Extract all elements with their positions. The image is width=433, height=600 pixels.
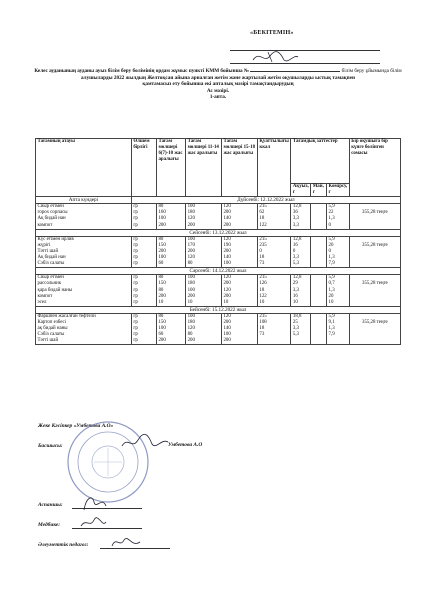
day-menu-row — [36, 275, 401, 306]
cell-g1: 80 150 200 100 60 — [156, 236, 185, 267]
cell-cost: 355,28 теңге — [349, 313, 400, 344]
header-nutrients: Тағамдық заттестер — [291, 139, 349, 184]
cell-c: 5,9 20 0 1,3 7,9 — [327, 236, 350, 267]
cell-kcal: 215 108 18 73 — [257, 313, 290, 344]
day-menu-row — [36, 236, 401, 267]
day-menu-row — [36, 204, 401, 229]
header-line5: 1-апта. — [209, 94, 227, 101]
cell-fat — [311, 204, 327, 229]
cell-kcal: 215 235 0 18 73 — [257, 236, 290, 267]
cell-dishes: Фаршпен жасалған тефтели Картоп езбесі ақ бидай наны Сэбіз салаты Тәтті шай — [36, 313, 132, 344]
cell-units: гр гр гр гр гр — [131, 236, 156, 267]
cell-fat — [311, 313, 327, 344]
cell-dishes: Сиыр етімен горох сорпасы Ақ бидай нан компот — [36, 204, 132, 229]
cell-units: гр гр гр гр — [131, 204, 156, 229]
cell-p: 12,8 16 0 3,3 5,3 — [291, 236, 311, 267]
header-protein: Ақуыз, г — [292, 184, 309, 196]
cell-g3: 120 190 200 140 100 — [221, 236, 257, 267]
cell-g1: 80 160 100 200 — [156, 204, 185, 229]
cell-units: гр гр гр гр гр — [131, 313, 156, 344]
day-menu-row — [36, 313, 401, 344]
header-cost: Бір оқушыға бір күнге бөлінген сомасы — [349, 139, 400, 197]
social-pedagogue-signature — [110, 532, 142, 552]
cook-signature — [80, 492, 110, 514]
cell-cost: 355,28 теңге — [349, 204, 400, 229]
cell-dishes: Күс етімен ирлив жүрігі Тәтті шай Ақ бидай нан Сэбіз салаты — [36, 236, 132, 267]
week-label: Апта күндері — [36, 197, 132, 204]
cell-g2: 100 180 120 80 200 — [186, 313, 222, 344]
header-line1-a: Келес ауданының ауданы ауыз білім беру бөлімінің ордам жұмыс пункті КММ бойынша № — [34, 68, 250, 74]
header-line3: қамтамасыз ету бойынша екі апталық мәзірі тамақтандырудың — [142, 81, 294, 88]
cell-dishes: Сиыр етімен рассольник қара бидай наны компот эсел — [36, 275, 132, 306]
cell-g3: 120 200 140 100 200 — [221, 313, 257, 344]
director-label: Басшысы: — [38, 443, 63, 449]
header-line4: Ас мәзірі. — [206, 87, 230, 94]
cell-p: 12,8 29 3,3 16 10 — [291, 275, 311, 306]
cell-g2: 100 170 200 120 80 — [186, 236, 222, 267]
menu-table — [35, 138, 401, 345]
director-signature — [120, 432, 170, 452]
cell-kcal: 215 62 18 122 — [257, 204, 290, 229]
header-line1-b: білім беру ұйымында білім — [341, 68, 402, 74]
social-pedagogue-label: Әлеуметтік педагог: — [38, 542, 89, 548]
cook-label: Аспаншы: — [38, 502, 63, 508]
cell-cost: 355,28 теңге — [349, 275, 400, 306]
cell-g2: 100 180 120 200 — [186, 204, 222, 229]
nurse-label: Медбике: — [38, 522, 61, 528]
cell-fat — [311, 236, 327, 267]
day-title-row — [36, 229, 401, 236]
day-title: Сәрсенбі: 14.12.2022 жыл — [36, 268, 401, 275]
cell-g3: 120 200 140 200 — [221, 204, 257, 229]
cell-cost: 355,28 теңге — [349, 236, 400, 267]
day-title-row — [36, 306, 401, 313]
cell-g1: 80 150 80 200 10 — [156, 275, 185, 306]
header-group2: Тағам мөлшері 11-14 жас аралығы — [186, 139, 222, 197]
cell-g3: 120 200 120 200 10 — [221, 275, 257, 306]
director-name: Умбетова А.О — [168, 442, 203, 448]
cell-fat — [311, 275, 327, 306]
cell-g1: 80 150 100 60 200 — [156, 313, 185, 344]
cell-p: 12,8 36 3,3 3,3 — [291, 204, 311, 229]
cell-c: 5,9 22 1,3 0 — [327, 204, 350, 229]
document-header — [28, 68, 408, 101]
cell-units: гр гр гр гр гр — [131, 275, 156, 306]
cell-c: 5,9 9,1 1,3 7,9 — [327, 313, 350, 344]
week-label-row — [36, 197, 401, 204]
day-title: Дүйсенбі: 12.12.2022 жыл — [131, 197, 400, 204]
cell-g2: 100 180 100 200 10 — [186, 275, 222, 306]
header-group1: Тағам мөлшері 6(7)-10 жас аралығы — [156, 139, 185, 197]
header-carb: Көмірсу, г — [328, 184, 348, 196]
day-title: Бейсенбі: 15.12.2022 жыл — [36, 306, 401, 313]
header-fat: Май, г — [311, 184, 327, 197]
header-unit: Өлшем бірлігі — [131, 139, 156, 197]
cell-kcal: 215 126 18 122 10 — [257, 275, 290, 306]
cell-c: 5,9 0,7 1,3 20 10 — [327, 275, 350, 306]
approval-title: «БЕКІТЕМІН» — [250, 30, 294, 36]
nurse-signature — [78, 514, 108, 532]
header-group3: Тағам мөлшері 15-18 жас аралығы — [221, 139, 257, 197]
header-dish: Тағамның атауы — [36, 139, 132, 197]
cell-p: 18,8 25 3,3 5,3 — [291, 313, 311, 344]
header-kcal: Қуаттылығы ккал — [257, 139, 290, 197]
header-line2: алушыларды 2022 жылдың Желтоқсан айына арналған жетім және жартылай жетім оқушыларды ыстық тамақпен — [81, 74, 355, 81]
day-title: Сейсенбі: 13.12.2022 жыл — [36, 229, 401, 236]
day-title-row — [36, 268, 401, 275]
entrepreneur-line: Жеке Кәсіпкер «Умбетова А.О» — [38, 423, 114, 429]
approval-signature — [250, 48, 300, 66]
